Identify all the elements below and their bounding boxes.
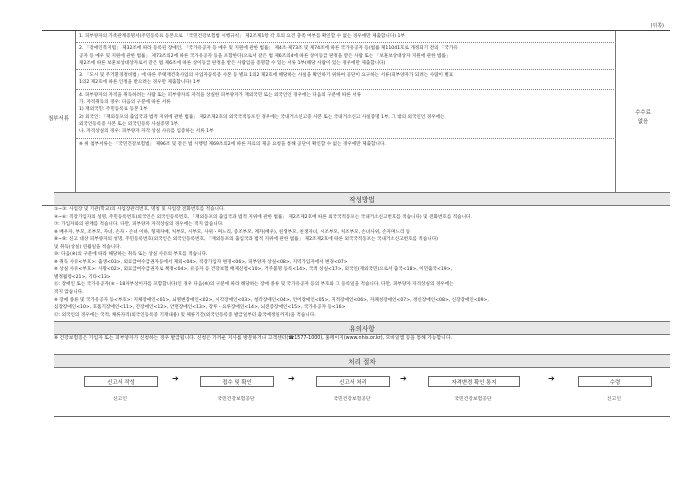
divider bbox=[76, 89, 616, 90]
step-receive: 수령 bbox=[578, 376, 652, 387]
procedure-flow bbox=[54, 370, 670, 417]
procedure-title: 처리 절차 bbox=[54, 354, 670, 368]
attachment-line: 1의2 제2호에 따른 인정을 받으려는 경우만 제출합니다) 1부 bbox=[79, 80, 201, 86]
method-line: ※ 배우자, 부모, 조부모, 자녀, 손자・손녀 이하, 형제자매, 처부모, 시부모, 사위・며느리, 증조부모, 계자(배우), 친생부모, 친생자녀, 시조부모, 처조부모, 손녀사위, 손자며느리 등 bbox=[54, 229, 411, 235]
method-line: 적지 않습니다. bbox=[54, 290, 84, 296]
method-section bbox=[54, 206, 670, 319]
arrow-right-icon: ➔ bbox=[400, 374, 407, 383]
fee-cell bbox=[616, 31, 670, 205]
step-receive-confirm: 접수 및 확인 bbox=[200, 376, 274, 387]
attachment-line: 공자 등 예우 및 지원에 관한 법률」 제73조의2에 따른 국가유공자 등을 포함한다)으로서 같은 법 제6조의4에 따른 상이등급 판정을 받은 사람 또는 「보훈보상대상자 지원에 관한 법률」 bbox=[79, 53, 451, 59]
caution-text: ※ 건강보험증은 가입자 또는 피부양자가 신청하는 경우 발급됩니다. 신청은 가까운 지사를 방문하거나 고객센터(☎1577-1000), 홈페이지(www.nhis.or.kr), 모바일앱 등을 통해 가능합니다. bbox=[54, 336, 452, 341]
attachments-body bbox=[76, 31, 616, 205]
step-write-report: 신고서 작성 bbox=[84, 376, 158, 387]
method-line: ⑩: 다음(※)의 구분에 따라 해당하는 취득 또는 상실 사유의 부호를 적습니다. bbox=[54, 252, 208, 258]
step-actor: 신고인 bbox=[607, 397, 621, 402]
step-actor: 신고인 bbox=[113, 397, 127, 402]
step-actor: 국민건강보험공단 bbox=[333, 397, 371, 402]
method-line: ※ 장애 종류 및 국가유공자 등<부호>: 지체장애인<01>, 뇌병변장애인<02>, 시각장애인<03>, 청각장애인<04>, 언어장애인<05>, 지적장애인<06>, 자폐성장애인<07>, 정신장애인<08>, 신장장애인<09>, bbox=[54, 297, 489, 303]
method-line: ※ 상실 사유<부호>: 사망<02>, 외료급여수급권자로 책정<04>, 유공자 등 건강보험 배제신청<10>, 거주불명 등록<14>, 국적 상실<17>, 외국인(재외국민)으로서 출국<18>, 이민출국<19>, bbox=[54, 267, 453, 273]
attachment-line: 외국인등록증 사본 또는 외국인등록 사실증명 1부. bbox=[79, 121, 180, 127]
attachment-line: 나. 자격상실의 경우: 피부양자 자격 상실 사유를 입증하는 서류 1부 bbox=[79, 129, 214, 135]
arrow-right-icon: ➔ bbox=[288, 374, 295, 383]
attachments-label: 첨부서류 bbox=[42, 31, 76, 205]
method-line: 심장장애인<10>, 호흡기장애인<11>, 간장애인<12>, 안면장애인<13>, 장루・요루장애인<14>, 뇌전증장애인<15>, 국가유공자 등<16> bbox=[54, 305, 346, 311]
method-line: ⑧~⑨: 신고 대상 피부양자의 성명, 주민등록번호(외국인은 외국인등록번호, 「재외동포의 출입국과 법적 지위에 관한 법률」 제2조제2호에 따른 외국국적동포는 국내거소신고번호를 적습니다) bbox=[54, 237, 438, 243]
method-line: 및 취득(상실) 연월일을 적습니다. bbox=[54, 244, 122, 250]
attachment-line: 제2조에 따른 보훈보상대상자로서 같은 법 제6조에 따른 상이등급 판정을 받은 사람임을 증명할 수 있는 서류 1부(해당 사람이 있는 경우에만 제출합니다) bbox=[79, 60, 386, 66]
step-actor: 국민건강보험공단 bbox=[217, 397, 255, 402]
method-line: ⑦: 가입자와의 관계를 적습니다. 다만, 피부양자 자격상실의 경우에는 적지 않습니다. bbox=[54, 222, 224, 228]
attachment-line: ※ 위 첨부서류는 「국민건강보험법」 제96조 및 같은 법 시행령 제69조의2에 따른 자료의 제공 요청을 통해 공단이 확인할 수 없는 경우에만 제출합니다. bbox=[79, 141, 386, 147]
attachment-line: 1) 재외국민: 주민등록표 등본 1부 bbox=[79, 107, 148, 113]
attachment-line: 3. 「도시 및 주거환경정비법」에 따른 주택재건축사업의 사업자등록증 사본 등 별표 1의2 제2호에 해당하는 사실을 확인하기 위하여 공단이 요구하는 서류(피부양자가 되려는 사람이 별표 bbox=[79, 73, 454, 79]
attachment-line: 4. 피부양자의 자격을 취득하려는 사람 또는 피부양자의 자격을 상실한 피부양자가 재외국민 또는 외국인인 경우에는 다음의 구분에 따른 서류 bbox=[79, 92, 362, 98]
method-line: ⑪: 장애인 또는 국가유공자(⑥・18자부상이자를 포함합니다)인 경우 다음(※)의 구분에 따라 해당하는 장애 종류 및 국가유공자 등의 부호와 그 등록일을 적습니다. 다만, 피부양자 자격상실의 경우에는 bbox=[54, 282, 454, 288]
arrow-right-icon: ➔ bbox=[172, 374, 179, 383]
attachment-line: 가. 자격취득의 경우: 다음의 구분에 따른 서류 bbox=[79, 100, 171, 106]
step-process-report: 신고서 처리 bbox=[316, 376, 390, 387]
divider bbox=[76, 69, 616, 70]
method-line: ①~③: 사업장 및 기관(학교)의 사업장관리번호, 명칭 및 사업장 전화번호를 적습니다. bbox=[54, 207, 225, 212]
step-actor: 국민건강보험공단 bbox=[454, 397, 492, 402]
method-line: ⑫: 외국인의 경우에는 국적, 체류자격(외국인등록증 기재내용) 및 체류기간(외국인등록증 발급일부터 출국예정일까지)을 적습니다. bbox=[54, 312, 316, 318]
fee-value: 없음 bbox=[637, 119, 649, 125]
method-line: ※ 취득 사유<부호>: 출생<03>, 외료급여수급권자등에서 제외<04>, 직장가입자 변경<06>, 피부양자 상실<08>, 지역가입자에서 변경<07> bbox=[54, 259, 348, 265]
attachment-line: 2) 외국인: 「재외동포의 출입국과 법적 지위에 관한 법률」 제2조제2호의 외국국적동포인 경우에는 국내거소신고증 사본 또는 국내거소신고 사실증명 1부, 그 밖의 외국인인 경우에는 bbox=[79, 114, 445, 120]
fee-label: 수수료 bbox=[635, 110, 651, 116]
method-title: 작성방법 bbox=[54, 192, 670, 206]
method-line: 별정월령<21>, 기타<13> bbox=[54, 274, 111, 280]
divider bbox=[76, 138, 616, 139]
page-side-label: (뒤쪽) bbox=[650, 23, 664, 29]
divider bbox=[76, 42, 616, 43]
caution-title: 유의사항 bbox=[54, 321, 670, 335]
arrow-right-icon: ➔ bbox=[548, 374, 555, 383]
attachments-section bbox=[42, 30, 670, 206]
method-line: ④~⑥: 직장가입자의 성명, 주민등록번호(외국인은 외국인등록번호, 「재외동포의 출입국과 법적 지위에 관한 법률」 제2조제2호에 따른 외국국적동포는 국내거소신고번호를 적습니다) 및 전화번호를 적습니다. bbox=[54, 214, 472, 220]
attachment-line: 2. 「장애인복지법」 제32조에 따라 등록된 장애인, 「국가유공자 등 예우 및 지원에 관한 법률」 제4조·제73조 및 제74조에 따른 국가유공자 등(법률 제11041호로 개정되기 전의 「국가유 bbox=[79, 46, 458, 52]
step-notify-change: 자격변경 확인 통지 bbox=[428, 376, 520, 387]
attachment-line: 1. 피부양자의 가족관계증명서(주민등록표 등본으로 「국민건강보험법 시행규칙」 제2조제1항 각 호의 요건 충족 여부를 확인할 수 없는 경우에만 제출합니다) 1부 bbox=[79, 34, 405, 39]
